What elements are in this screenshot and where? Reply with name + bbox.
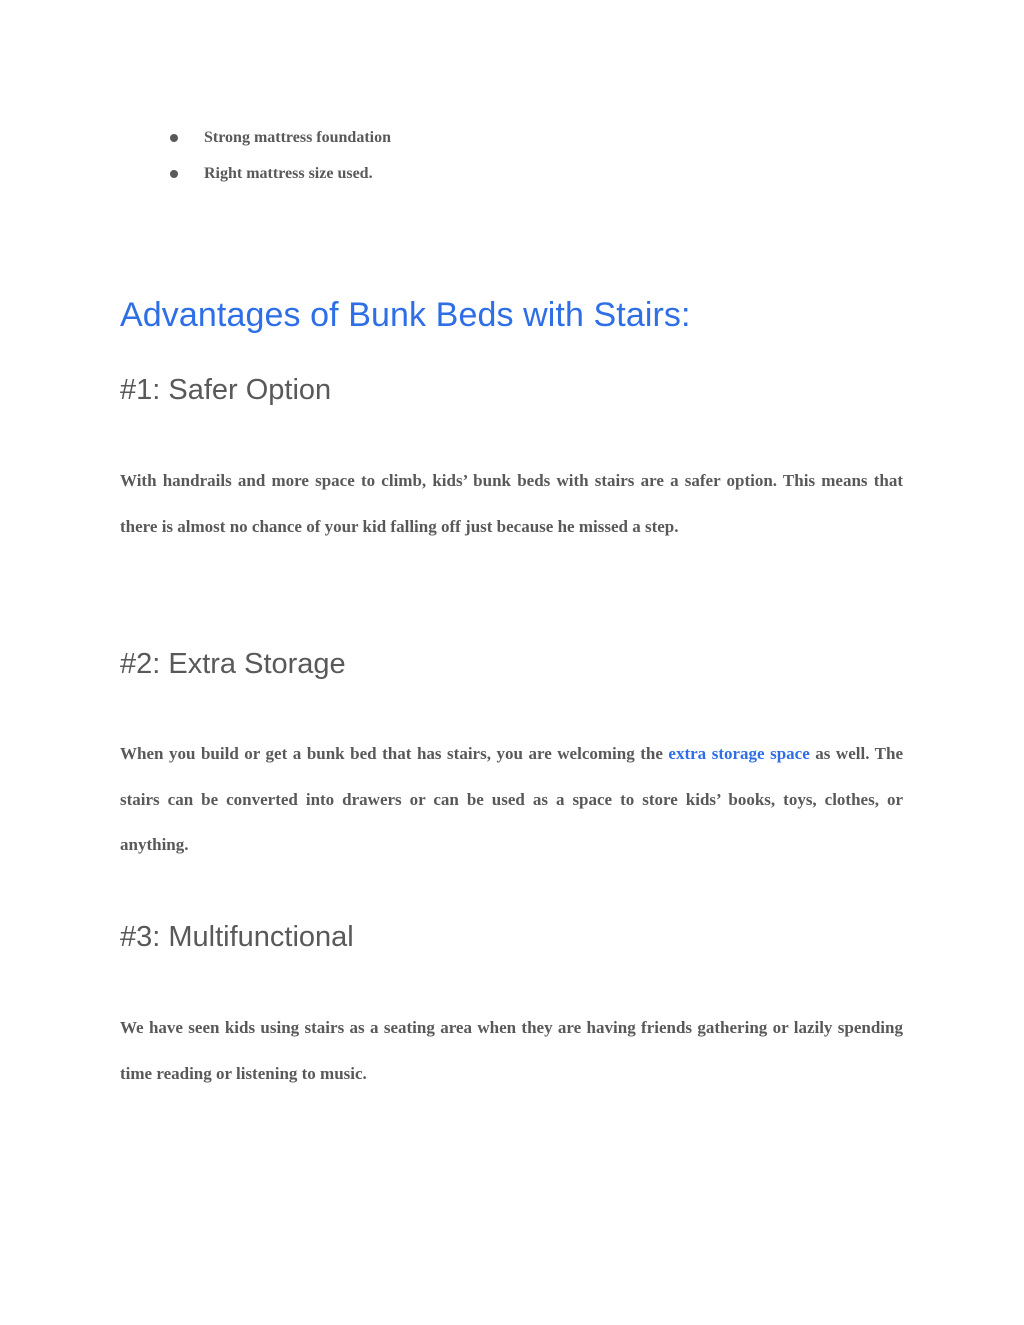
section-title-extra-storage: #2: Extra Storage <box>120 648 346 680</box>
bullet-dot-icon <box>170 134 178 142</box>
section-title-safer-option: #1: Safer Option <box>120 374 332 406</box>
section-text-safer-option: With handrails and more space to climb, kids’ bunk beds with stairs are a safer option. This means that there is almost no chance of your kid falling off just because he missed a step. <box>120 471 903 536</box>
extra-storage-link[interactable]: extra storage space <box>668 744 810 763</box>
section-text-multifunctional: We have seen kids using stairs as a seating area when they are having friends gathering or lazily spending time reading or listening to music. <box>120 1018 903 1083</box>
page-title: Advantages of Bunk Beds with Stairs: <box>120 296 691 334</box>
section-title-multifunctional: #3: Multifunctional <box>120 921 354 953</box>
section-text-part: as well. The stairs can be converted into drawers or can be used as a space to store kids’ books, toys, clothes, or anything. <box>120 744 904 854</box>
list-item <box>170 156 391 192</box>
section-text-part: When you build or get a bunk bed that has stairs, you are welcoming the <box>120 744 669 763</box>
section-text-extra-storage <box>120 731 903 868</box>
bullet-dot-icon <box>170 170 178 178</box>
list-item <box>170 120 391 156</box>
bullet-text: Strong mattress foundation <box>204 129 391 146</box>
bullet-list <box>170 120 391 192</box>
bullet-text: Right mattress size used. <box>204 165 373 182</box>
